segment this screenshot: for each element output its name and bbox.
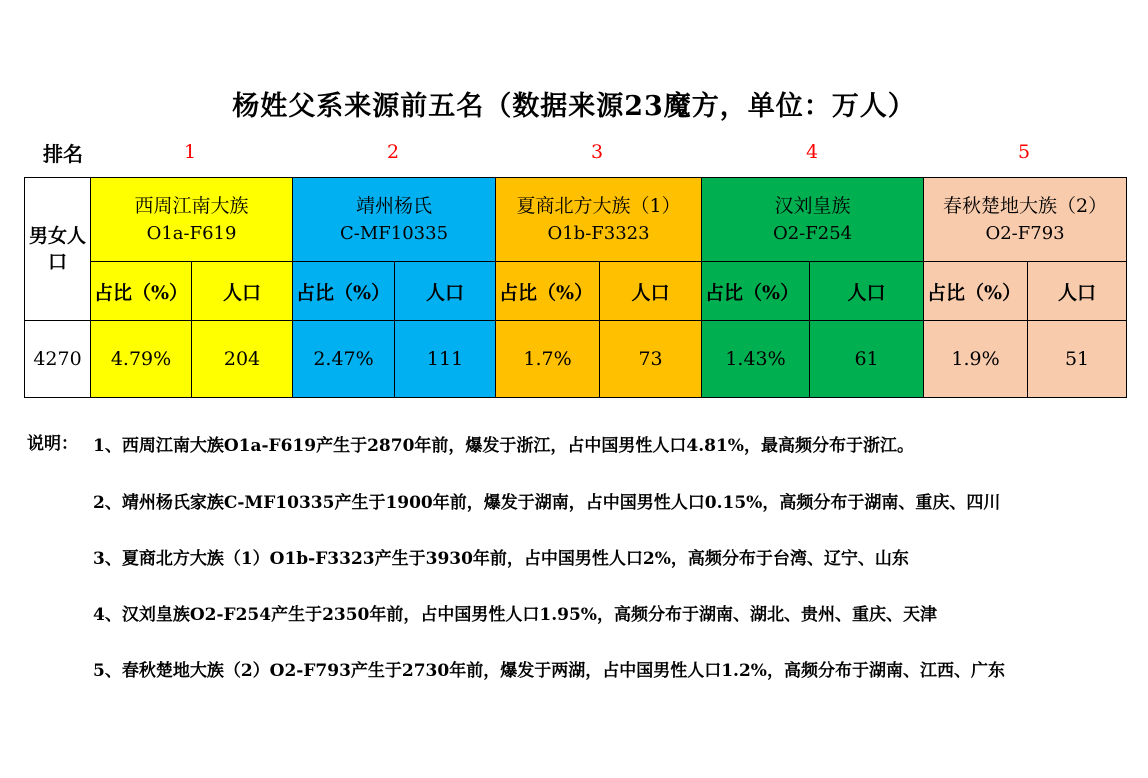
notes-label: 说明： (27, 434, 78, 454)
group-header-5 (924, 178, 1127, 262)
group-code: O2-F254 (772, 222, 853, 244)
group-code: O2-F793 (985, 222, 1065, 244)
row-label: 男女人口 (28, 225, 86, 273)
group-name: 西周江南大族 (134, 194, 249, 217)
note-line: 5、春秋楚地大族（2）O2-F793产生于2730年前，爆发于两湖，占中国男性人口1.2%，高频分布于湖南、江西、广东 (93, 661, 1005, 681)
population-header: 人口 (395, 262, 496, 321)
note-line: 2、靖州杨氏家族C-MF10335产生于1900年前，爆发于湖南，占中国男性人口0.15%，高频分布于湖南、重庆、四川 (93, 493, 1001, 513)
group-name: 靖州杨氏 (356, 194, 433, 217)
lineage-table (24, 177, 1127, 398)
population-value: 111 (395, 321, 496, 398)
group-header-1 (91, 178, 293, 262)
share-header: 占比（%） (91, 262, 192, 321)
population-header: 人口 (1028, 262, 1127, 321)
group-header-3 (496, 178, 702, 262)
population-value: 73 (600, 321, 702, 398)
population-value: 51 (1028, 321, 1127, 398)
population-value: 61 (810, 321, 924, 398)
share-value: 1.9% (924, 321, 1028, 398)
row-label-cell (25, 178, 91, 321)
data-row (25, 321, 1127, 398)
population-header: 人口 (810, 262, 924, 321)
note-line: 4、汉刘皇族O2-F254产生于2350年前，占中国男性人口1.95%，高频分布于湖南、湖北、贵州、重庆、天津 (93, 605, 937, 625)
share-header: 占比（%） (702, 262, 810, 321)
group-code: O1a-F619 (146, 222, 237, 244)
group-name: 春秋楚地大族（2） (943, 194, 1108, 217)
note-line: 1、西周江南大族O1a-F619产生于2870年前，爆发于浙江，占中国男性人口4.81%，最高频分布于浙江。 (93, 436, 914, 456)
rank-2: 2 (386, 141, 400, 163)
rank-3: 3 (590, 141, 604, 163)
group-header-4 (702, 178, 924, 262)
rank-5: 5 (1017, 141, 1031, 163)
group-code: C-MF10335 (340, 222, 449, 244)
total-population: 4270 (25, 321, 91, 398)
share-value: 1.7% (496, 321, 600, 398)
rank-1: 1 (183, 141, 197, 163)
page-title: 杨姓父系来源前五名（数据来源23魔方，单位：万人） (232, 91, 916, 122)
sub-header-row (25, 262, 1127, 321)
share-header: 占比（%） (293, 262, 395, 321)
population-header: 人口 (600, 262, 702, 321)
rank-4: 4 (805, 141, 819, 163)
group-code: O1b-F3323 (547, 222, 650, 244)
share-value: 1.43% (702, 321, 810, 398)
rank-label: 排名 (43, 142, 83, 166)
population-header: 人口 (192, 262, 293, 321)
group-name: 汉刘皇族 (774, 194, 851, 217)
note-line: 3、夏商北方大族（1）O1b-F3323产生于3930年前，占中国男性人口2%，高频分布于台湾、辽宁、山东 (93, 549, 909, 569)
share-value: 4.79% (91, 321, 192, 398)
share-value: 2.47% (293, 321, 395, 398)
group-header-2 (293, 178, 496, 262)
group-header-row (25, 178, 1127, 262)
share-header: 占比（%） (496, 262, 600, 321)
group-name: 夏商北方大族（1） (516, 194, 681, 217)
share-header: 占比（%） (924, 262, 1028, 321)
population-value: 204 (192, 321, 293, 398)
